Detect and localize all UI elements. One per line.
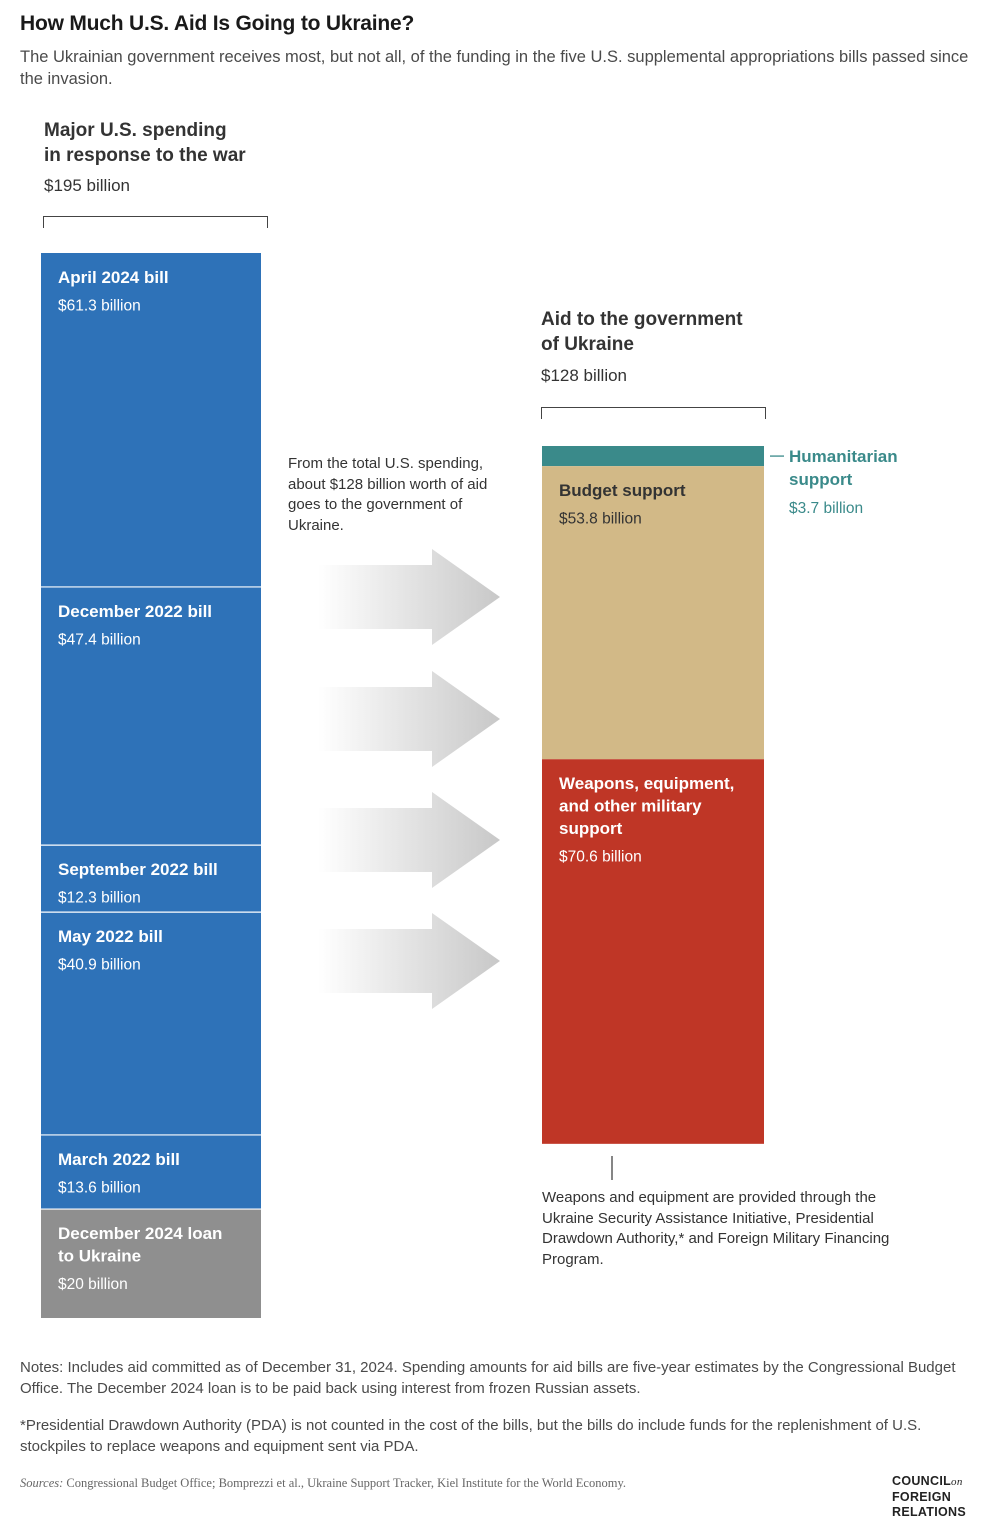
- right-stacked-bar: [542, 446, 898, 1144]
- page-title: How Much U.S. Aid Is Going to Ukraine?: [20, 12, 415, 35]
- segment-label-humanitarian-support: Humanitarian: [789, 447, 898, 467]
- segment-value-budget-support: $53.8 billion: [559, 510, 642, 528]
- segment-label-december-2022-bill: December 2022 bill: [58, 601, 213, 621]
- right-heading-line1: Aid to the government: [541, 309, 743, 330]
- flow-arrow-icon: [318, 913, 500, 1009]
- logo-line1: COUNCIL: [892, 1474, 952, 1488]
- bar-segment-humanitarian-support: [542, 446, 764, 466]
- segment-label-december-2024-loan-to-ukraine: December 2024 loan: [58, 1224, 223, 1244]
- segment-value-march-2022-bill: $13.6 billion: [58, 1179, 141, 1197]
- segment-label-weapons-equipment-and-other-military-support: and other military: [559, 796, 702, 816]
- explainer-text: From the total U.S. spending, about $128 billion worth of aid goes to the government of Ukraine.: [288, 455, 488, 534]
- segment-label-december-2024-loan-to-ukraine: to Ukraine: [58, 1246, 142, 1266]
- flow-arrow-icon: [318, 549, 500, 645]
- segment-label-weapons-equipment-and-other-military-support: support: [559, 819, 623, 839]
- segment-value-september-2022-bill: $12.3 billion: [58, 889, 141, 907]
- sources-text: Congressional Budget Office; Bomprezzi et al., Ukraine Support Tracker, Kiel Institute for the World Economy.: [63, 1476, 627, 1490]
- logo-line3: RELATIONS: [892, 1505, 966, 1519]
- left-heading-line1: Major U.S. spending: [44, 120, 227, 141]
- segment-value-april-2024-bill: $61.3 billion: [58, 297, 141, 315]
- flow-arrows: [318, 549, 500, 1009]
- pda-footnote: *Presidential Drawdown Authority (PDA) is not counted in the cost of the bills, but the bills do include funds for the replenishment of U.S. stockpiles to replace weapons and equipment sent via PDA.: [20, 1417, 922, 1455]
- left-column-total: $195 billion: [44, 176, 131, 195]
- segment-label-april-2024-bill: April 2024 bill: [58, 268, 169, 287]
- segment-value-may-2022-bill: $40.9 billion: [58, 956, 141, 974]
- page-subtitle: The Ukrainian government receives most, but not all, of the funding in the five U.S. supplemental appropriations bills passed since the invasion.: [20, 48, 969, 88]
- bar-segment-march-2022-bill: [41, 1135, 261, 1209]
- right-heading-line2: of Ukraine: [541, 334, 634, 355]
- segment-label-budget-support: Budget support: [559, 481, 686, 501]
- left-stacked-bar: [41, 253, 261, 1318]
- segment-label-march-2022-bill: March 2022 bill: [58, 1149, 180, 1169]
- flow-arrow-icon: [318, 671, 500, 767]
- segment-label-weapons-equipment-and-other-military-support: Weapons, equipment,: [559, 774, 735, 794]
- weapons-note: Weapons and equipment are provided through the Ukraine Security Assistance Initiative, Presidential Drawdown Authority,* and Foreign Military Financing Program.: [542, 1189, 890, 1268]
- bar-segment-weapons-equipment-and-other-military-support: [542, 759, 764, 1144]
- left-heading-line2: in response to the war: [44, 145, 246, 166]
- sources: [20, 1476, 626, 1491]
- bar-segment-december-2022-bill: [41, 587, 261, 845]
- segment-label-september-2022-bill: September 2022 bill: [58, 860, 218, 880]
- cfr-logo: [892, 1474, 966, 1520]
- segment-value-december-2022-bill: $47.4 billion: [58, 631, 141, 649]
- segment-label-humanitarian-support: support: [789, 470, 853, 490]
- segment-value-weapons-equipment-and-other-military-support: $70.6 billion: [559, 848, 642, 866]
- logo-line2: FOREIGN: [892, 1490, 952, 1504]
- right-column-total: $128 billion: [541, 366, 628, 385]
- flow-arrow-icon: [318, 792, 500, 888]
- notes: Notes: Includes aid committed as of December 31, 2024. Spending amounts for aid bills are five-year estimates by the Congressional Budget Office. The December 2024 loan is to be paid back using interest from frozen Russian assets.: [20, 1359, 956, 1397]
- segment-value-december-2024-loan-to-ukraine: $20 billion: [58, 1276, 128, 1294]
- sources-label: Sources:: [20, 1476, 64, 1490]
- segment-value-humanitarian-support: $3.7 billion: [789, 500, 864, 518]
- logo-on: on: [951, 1476, 963, 1488]
- segment-label-may-2022-bill: May 2022 bill: [58, 927, 163, 947]
